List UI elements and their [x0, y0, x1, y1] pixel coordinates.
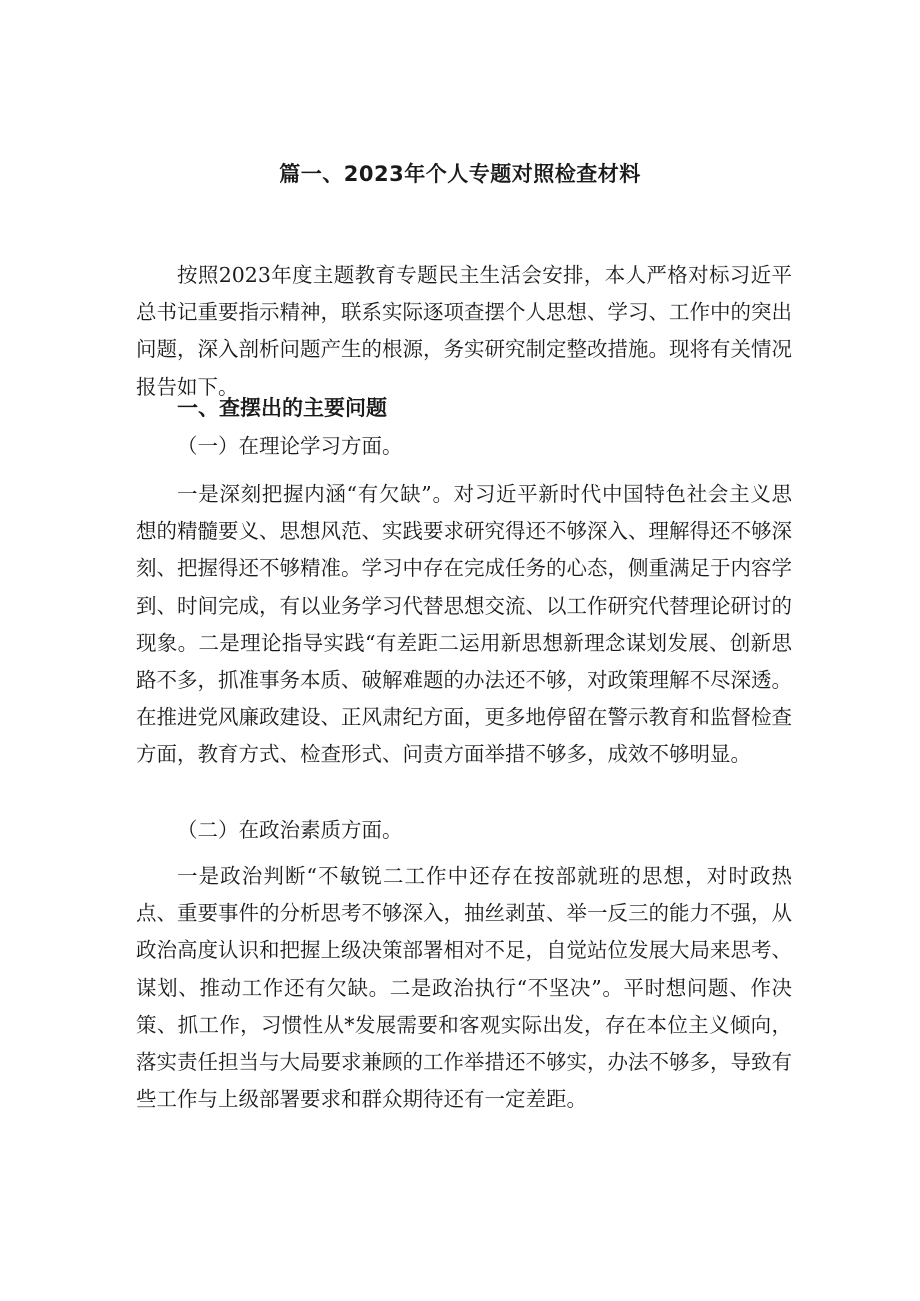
section-heading: 一、查摆出的主要问题 [177, 396, 387, 420]
document-title: 篇一、2023年个人专题对照检查材料 [279, 162, 641, 186]
theory-paragraph: 一是深刻把握内涵“有欠缺”。对习近平新时代中国特色社会主义思想的精髓要义、思想风范、实践要求研究得还不够深入、理解得还不够深刻、把握得还不够精准。学习中存在完成任务的心态，侧重满足于内容学到、时间完成，有以业务学习代替思想交流、以工作研究代替理论研讨的现象。二是理论指导实践“有差距二运用新思想新理念谋划发展、创新思路不多，抓准事务本质、破解难题的办法还不够，对政策理解不尽深透。在推进党风廉政建设、正风肃纪方面，更多地停留在警示教育和监督检查方面，教育方式、检查形式、问责方面举措不够多，成效不够明显。 [136, 482, 792, 767]
subsection-heading-politics: （二）在政治素质方面。 [177, 818, 403, 842]
intro-paragraph: 按照2023年度主题教育专题民主生活会安排，本人严格对标习近平总书记重要指示精神，联系实际逐项查摆个人思想、学习、工作中的突出问题，深入剖析问题产生的根源，务实研究制定整改措施。现将有关情况报告如下。 [136, 263, 792, 399]
subsection-heading-theory: （一）在理论学习方面。 [177, 434, 403, 458]
politics-paragraph: 一是政治判断“不敏锐二工作中还存在按部就班的思想，对时政热点、重要事件的分析思考不够深入，抽丝剥茧、举一反三的能力不强，从政治高度认识和把握上级决策部署相对不足，自觉站位发展大局来思考、谋划、推动工作还有欠缺。二是政治执行“不坚决”。平时想问题、作决策、抓工作，习惯性从*发展需要和客观实际出发，存在本位主义倾向，落实责任担当与大局要求兼顾的工作举措还不够实，办法不够多，导致有些工作与上级部署要求和群众期待还有一定差距。 [136, 864, 792, 1112]
